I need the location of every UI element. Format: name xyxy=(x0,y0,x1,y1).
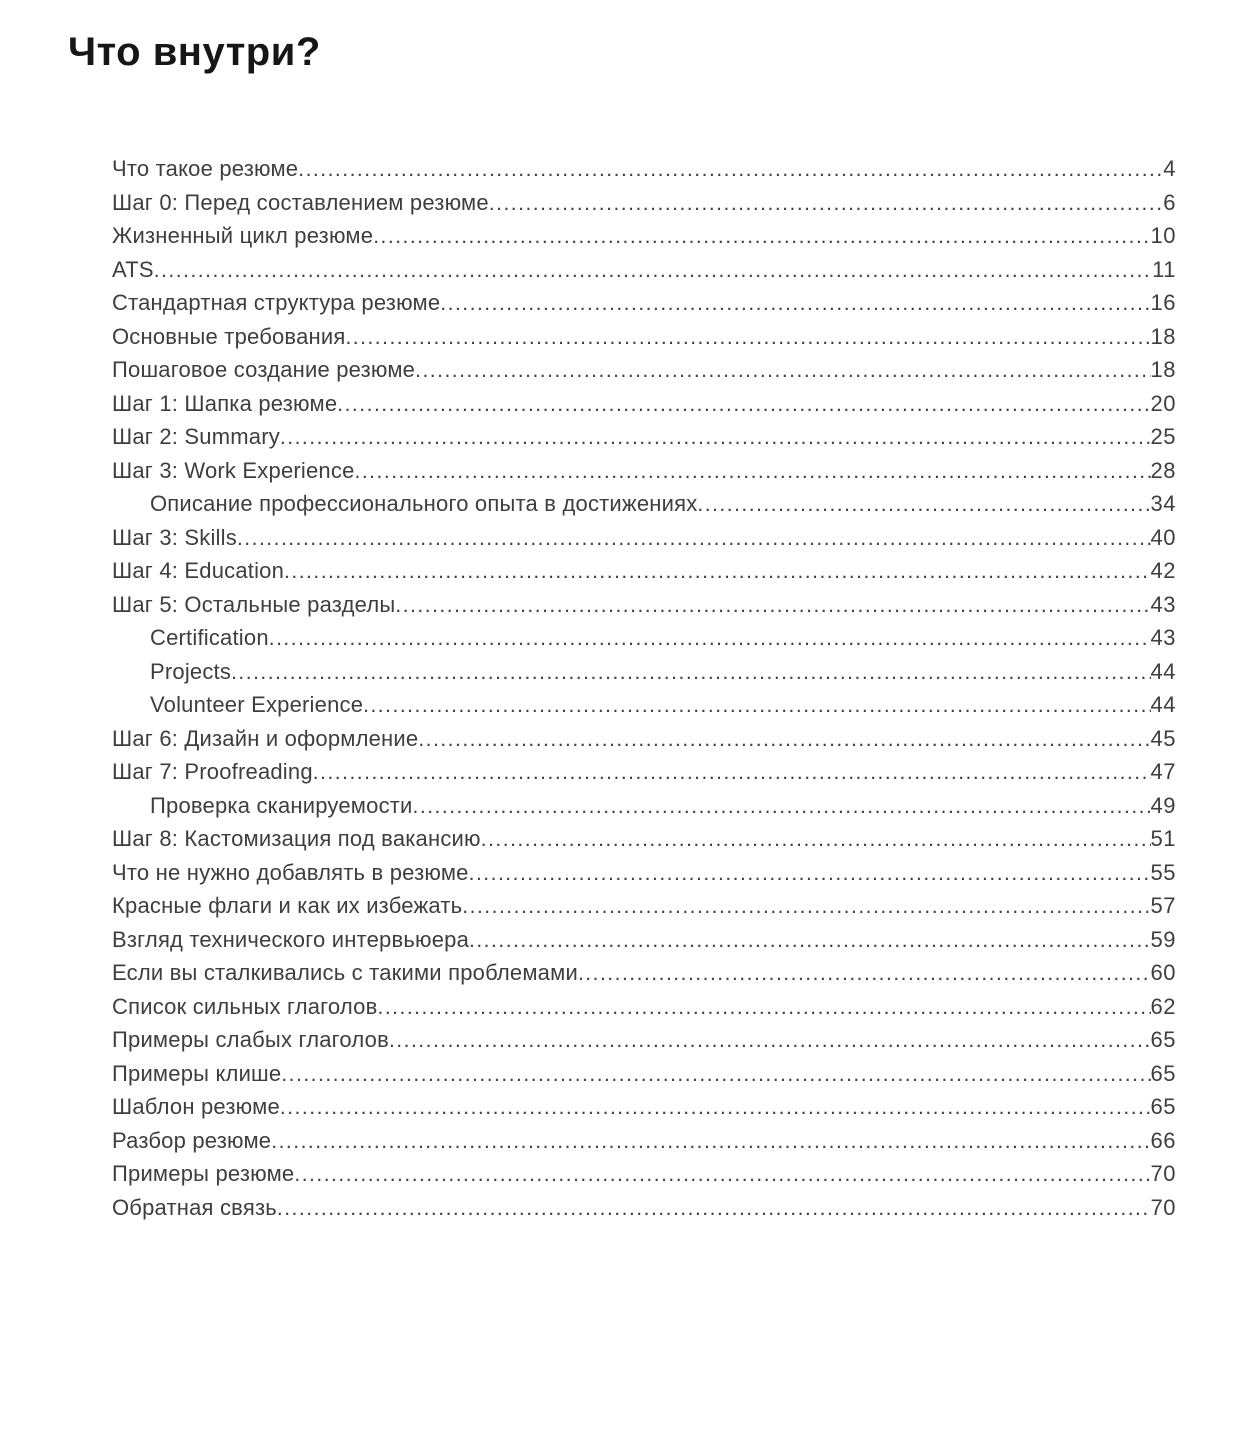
toc-entry-label: Проверка сканируемости xyxy=(150,792,413,818)
toc-entry[interactable] xyxy=(112,956,1176,990)
toc-entry-page-number: 42 xyxy=(1150,558,1176,583)
toc-entry-label: Основные требования xyxy=(112,323,346,349)
toc-entry-page-number: 70 xyxy=(1150,1194,1176,1220)
toc-entry-page-number: 20 xyxy=(1150,390,1176,416)
toc-entry[interactable] xyxy=(112,789,1176,823)
dot-leader xyxy=(337,388,1150,422)
toc-entry-page-number: 34 xyxy=(1150,491,1176,516)
toc-entry-label: Шаг 8: Кастомизация под вакансию xyxy=(112,826,481,851)
toc-entry-label: Certification xyxy=(150,625,269,650)
toc-entry[interactable] xyxy=(112,420,1176,454)
toc-entry[interactable] xyxy=(112,856,1176,890)
toc-entry-label: Взгляд технического интервьюера xyxy=(112,926,470,952)
toc-entry-label: Если вы сталкивались с такими проблемами xyxy=(112,960,578,985)
toc-entry-label: Projects xyxy=(150,658,232,684)
toc-entry[interactable] xyxy=(112,923,1176,957)
dot-leader xyxy=(373,220,1150,254)
toc-entry-page-number: 45 xyxy=(1150,725,1176,751)
toc-entry[interactable] xyxy=(112,722,1176,756)
table-of-contents xyxy=(112,152,1176,1224)
toc-entry-page-number: 4 xyxy=(1163,156,1176,181)
toc-entry[interactable] xyxy=(112,755,1176,789)
toc-entry-page-number: 65 xyxy=(1150,1027,1176,1052)
toc-entry-page-number: 18 xyxy=(1150,323,1176,349)
toc-entry[interactable] xyxy=(112,152,1176,186)
dot-leader xyxy=(281,1058,1150,1092)
dot-leader xyxy=(294,1158,1150,1192)
toc-entry-label: Шаг 0: Перед составлением резюме xyxy=(112,189,489,215)
toc-entry-label: Красные флаги и как их избежать xyxy=(112,893,463,918)
toc-entry-label: Жизненный цикл резюме xyxy=(112,223,374,248)
toc-entry-page-number: 65 xyxy=(1150,1060,1176,1086)
dot-leader xyxy=(313,756,1151,790)
toc-entry-page-number: 60 xyxy=(1150,960,1176,985)
toc-entry[interactable] xyxy=(112,286,1176,320)
toc-entry-page-number: 66 xyxy=(1150,1127,1176,1153)
dot-leader xyxy=(578,957,1151,991)
toc-entry-label: ATS xyxy=(112,256,154,282)
toc-entry-page-number: 59 xyxy=(1150,926,1176,952)
toc-entry-page-number: 43 xyxy=(1150,591,1176,617)
toc-entry-label: Шаг 1: Шапка резюме xyxy=(112,390,338,416)
toc-entry[interactable] xyxy=(112,186,1176,220)
dot-leader xyxy=(355,455,1151,489)
toc-entry[interactable] xyxy=(112,219,1176,253)
dot-leader xyxy=(154,254,1152,288)
toc-entry-page-number: 44 xyxy=(1150,692,1176,717)
toc-entry[interactable] xyxy=(112,487,1176,521)
toc-entry-page-number: 43 xyxy=(1150,625,1176,650)
toc-entry-page-number: 47 xyxy=(1150,759,1176,784)
toc-entry-page-number: 65 xyxy=(1150,1094,1176,1119)
dot-leader xyxy=(378,991,1151,1025)
toc-entry-label: Шаблон резюме xyxy=(112,1094,280,1119)
page-title: Что внутри? xyxy=(68,30,321,74)
toc-entry[interactable] xyxy=(112,320,1176,354)
toc-entry-label: Обратная связь xyxy=(112,1194,277,1220)
toc-entry-label: Шаг 7: Proofreading xyxy=(112,759,313,784)
toc-entry-label: Шаг 5: Остальные разделы xyxy=(112,591,396,617)
dot-leader xyxy=(469,857,1151,891)
dot-leader xyxy=(481,823,1151,857)
toc-entry[interactable] xyxy=(112,1023,1176,1057)
dot-leader xyxy=(415,354,1150,388)
toc-entry[interactable] xyxy=(112,990,1176,1024)
toc-entry-label: Шаг 4: Education xyxy=(112,558,285,583)
toc-entry-label: Что такое резюме xyxy=(112,156,299,181)
toc-entry-page-number: 44 xyxy=(1150,658,1176,684)
toc-entry[interactable] xyxy=(112,1124,1176,1158)
toc-entry[interactable] xyxy=(112,1090,1176,1124)
toc-entry[interactable] xyxy=(112,387,1176,421)
toc-entry-page-number: 28 xyxy=(1150,457,1176,483)
toc-entry-label: Список сильных глаголов xyxy=(112,993,378,1019)
toc-entry-page-number: 25 xyxy=(1150,424,1176,449)
dot-leader xyxy=(280,1091,1151,1125)
toc-entry[interactable] xyxy=(112,655,1176,689)
dot-leader xyxy=(440,287,1150,321)
toc-entry-label: Шаг 3: Work Experience xyxy=(112,457,355,483)
toc-entry-page-number: 40 xyxy=(1150,524,1176,550)
dot-leader xyxy=(489,187,1163,221)
toc-entry-page-number: 18 xyxy=(1150,357,1176,382)
toc-entry[interactable] xyxy=(112,454,1176,488)
dot-leader xyxy=(237,522,1151,556)
toc-entry-label: Примеры клише xyxy=(112,1060,282,1086)
dot-leader xyxy=(418,723,1150,757)
toc-entry-label: Пошаговое создание резюме xyxy=(112,357,416,382)
toc-entry-page-number: 10 xyxy=(1150,223,1176,248)
toc-entry-label: Volunteer Experience xyxy=(150,692,364,717)
toc-entry[interactable] xyxy=(112,1157,1176,1191)
dot-leader xyxy=(462,890,1150,924)
toc-entry[interactable] xyxy=(112,621,1176,655)
toc-entry-label: Разбор резюме xyxy=(112,1127,272,1153)
toc-entry[interactable] xyxy=(112,1057,1176,1091)
dot-leader xyxy=(271,1125,1150,1159)
toc-entry[interactable] xyxy=(112,588,1176,622)
toc-entry-page-number: 16 xyxy=(1150,290,1176,315)
dot-leader xyxy=(280,421,1151,455)
dot-leader xyxy=(395,589,1150,623)
dot-leader xyxy=(363,689,1150,723)
dot-leader xyxy=(389,1024,1151,1058)
toc-entry-label: Описание профессионального опыта в достижениях xyxy=(150,491,698,516)
toc-entry-label: Стандартная структура резюме xyxy=(112,290,441,315)
toc-entry[interactable] xyxy=(112,253,1176,287)
toc-entry[interactable] xyxy=(112,353,1176,387)
toc-entry-page-number: 57 xyxy=(1150,893,1176,918)
toc-entry-label: Примеры слабых глаголов xyxy=(112,1027,389,1052)
dot-leader xyxy=(345,321,1150,355)
toc-entry-page-number: 70 xyxy=(1150,1161,1176,1186)
toc-entry[interactable] xyxy=(112,822,1176,856)
toc-entry-page-number: 49 xyxy=(1150,792,1176,818)
toc-entry-page-number: 55 xyxy=(1150,859,1176,885)
dot-leader xyxy=(469,924,1151,958)
toc-entry[interactable] xyxy=(112,521,1176,555)
toc-entry[interactable] xyxy=(112,554,1176,588)
toc-entry-label: Шаг 6: Дизайн и оформление xyxy=(112,725,419,751)
toc-entry[interactable] xyxy=(112,1191,1176,1225)
toc-entry-label: Шаг 3: Skills xyxy=(112,524,237,550)
dot-leader xyxy=(231,656,1150,690)
toc-entry[interactable] xyxy=(112,688,1176,722)
toc-entry-page-number: 6 xyxy=(1163,189,1176,215)
dot-leader xyxy=(269,622,1151,656)
toc-entry-label: Что не нужно добавлять в резюме xyxy=(112,859,469,885)
dot-leader xyxy=(277,1192,1151,1226)
toc-entry[interactable] xyxy=(112,889,1176,923)
toc-entry-label: Примеры резюме xyxy=(112,1161,295,1186)
dot-leader xyxy=(413,790,1151,824)
dot-leader xyxy=(697,488,1150,522)
toc-entry-label: Шаг 2: Summary xyxy=(112,424,280,449)
toc-entry-page-number: 62 xyxy=(1150,993,1176,1019)
toc-entry-page-number: 51 xyxy=(1150,826,1176,851)
toc-entry-page-number: 11 xyxy=(1152,256,1176,282)
dot-leader xyxy=(298,153,1163,187)
dot-leader xyxy=(284,555,1150,589)
